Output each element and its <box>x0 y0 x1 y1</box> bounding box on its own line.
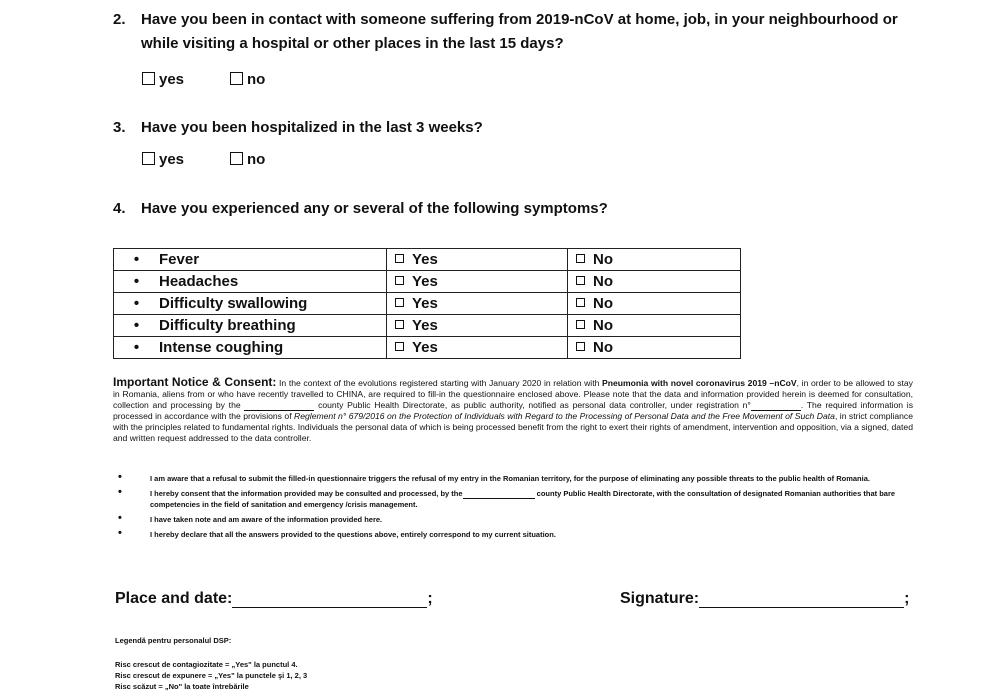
question-4 <box>113 197 608 221</box>
no-option[interactable]: No <box>568 315 741 337</box>
question-text: Have you been in contact with someone suffering from 2019-nCoV at home, job, in your neighbourhood or <box>141 11 898 28</box>
symptom-name: Headaches <box>159 273 239 290</box>
table-row <box>114 315 741 337</box>
question-text: Have you experienced any or several of the following symptoms? <box>141 200 608 217</box>
no-option[interactable]: No <box>568 271 741 293</box>
yes-checkbox-option[interactable]: yes <box>142 151 184 168</box>
question-number: 4. <box>113 200 126 217</box>
legend-line: Risc scăzut = „No" la toate întrebările <box>115 682 249 691</box>
checkbox-icon[interactable] <box>142 72 155 85</box>
list-item: • I am aware that a refusal to submit the filled-in questionnaire triggers the refusal of my entry in the Romanian territory, for the purpose of eliminating any possible threats to the public health of Romania. <box>118 471 870 483</box>
symptom-name: Difficulty swallowing <box>159 295 308 312</box>
bullet: • <box>118 486 122 498</box>
place-and-date-field[interactable] <box>232 593 427 608</box>
checkbox-icon[interactable] <box>230 72 243 85</box>
question-number: 2. <box>113 11 126 28</box>
yes-option[interactable]: Yes <box>387 315 568 337</box>
legend <box>115 635 307 692</box>
checkbox-icon[interactable] <box>395 276 404 285</box>
yes-checkbox-option[interactable]: yes <box>142 71 184 88</box>
bullet: • <box>118 512 122 524</box>
yes-option[interactable]: Yes <box>387 249 568 271</box>
question-3 <box>113 116 483 140</box>
place-and-date-label: Place and date: <box>115 590 233 607</box>
table-row <box>114 271 741 293</box>
symptom-name: Difficulty breathing <box>159 317 296 334</box>
checkbox-icon[interactable] <box>576 254 585 263</box>
terminator: ; <box>904 590 910 607</box>
signature-field[interactable] <box>699 593 904 608</box>
no-checkbox-option[interactable]: no <box>230 151 265 168</box>
checkbox-icon[interactable] <box>576 342 585 351</box>
question-text-continued: while visiting a hospital or other places in the last 15 days? <box>141 35 564 52</box>
no-checkbox-option[interactable]: no <box>230 71 265 88</box>
no-option[interactable]: No <box>568 249 741 271</box>
checkbox-icon[interactable] <box>576 276 585 285</box>
table-row <box>114 249 741 271</box>
legend-line: Risc crescut de contagiozitate = „Yes" la punctul 4. <box>115 660 298 669</box>
bullet: • <box>133 273 140 290</box>
bullet: • <box>118 471 122 483</box>
symptom-name: Intense coughing <box>159 339 284 356</box>
table-row <box>114 337 741 359</box>
symptoms-table <box>113 248 741 359</box>
list-item: • I have taken note and am aware of the information provided here. <box>118 512 383 524</box>
checkbox-icon[interactable] <box>395 254 404 263</box>
terminator: ; <box>427 590 433 607</box>
notice-heading: Important Notice & Consent: <box>113 375 277 389</box>
bullet: • <box>118 527 122 539</box>
important-notice: Important Notice & Consent: In the context of the evolutions registered starting with January 2020 in relation with Pneumonia with novel coronavirus 2019 –nCoV, in order to be allowed to stay in Romania, aliens from or who have recently travelled to CHINA, are required to fill-in the questionnaire enclosed above. Please note that the data and information provided herein is deemed for consultation, collection and processing by the county Public Health Directorate, as public authority, notified as personal data controller, under registration n° . The required information is processed in accordance with the provisions of Reglement n° 679/2016 on the Protection of Individuals with Regard to the Processing of Personal Data and the Free Movement of Such Data, in strict compliance with the principles related to fundamental rights. Individuals the personal data of which is being processed benefit from the right to exert their rights of amendment, intervention and opposition, via a signed, dated and written request addressed to the data controller. <box>113 375 914 443</box>
question-number: 3. <box>113 119 126 136</box>
checkbox-icon[interactable] <box>230 152 243 165</box>
table-row <box>114 293 741 315</box>
bullet: • <box>133 339 140 356</box>
checkbox-icon[interactable] <box>395 320 404 329</box>
place-and-date <box>115 590 433 608</box>
county-blank[interactable] <box>463 498 535 499</box>
list-item: • I hereby consent that the information provided may be consulted and processed, by the county Public Health Directorate, with the consultation of designated Romanian authorities that bare competencies in the field of sanitation and emergency /crisis management. <box>118 486 896 509</box>
no-option[interactable]: No <box>568 293 741 315</box>
question-2 <box>113 8 898 56</box>
yes-option[interactable]: Yes <box>387 293 568 315</box>
signature <box>620 590 909 608</box>
checkbox-icon[interactable] <box>395 342 404 351</box>
legend-title: Legendă pentru personalul DSP: <box>115 636 232 645</box>
yes-option[interactable]: Yes <box>387 271 568 293</box>
legend-line: Risc crescut de expunere = „Yes" la punctele şi 1, 2, 3 <box>115 671 308 680</box>
yes-option[interactable]: Yes <box>387 337 568 359</box>
list-item: • I hereby declare that all the answers provided to the questions above, entirely correspond to my current situation. <box>118 527 556 539</box>
checkbox-icon[interactable] <box>576 320 585 329</box>
checkbox-icon[interactable] <box>142 152 155 165</box>
symptom-name: Fever <box>159 251 200 268</box>
bullet: • <box>133 251 140 268</box>
no-option[interactable]: No <box>568 337 741 359</box>
checkbox-icon[interactable] <box>395 298 404 307</box>
bullet: • <box>133 295 140 312</box>
bullet: • <box>133 317 140 334</box>
consent-list <box>118 473 908 544</box>
checkbox-icon[interactable] <box>576 298 585 307</box>
question-text: Have you been hospitalized in the last 3 weeks? <box>141 119 483 136</box>
signature-label: Signature: <box>620 590 700 607</box>
